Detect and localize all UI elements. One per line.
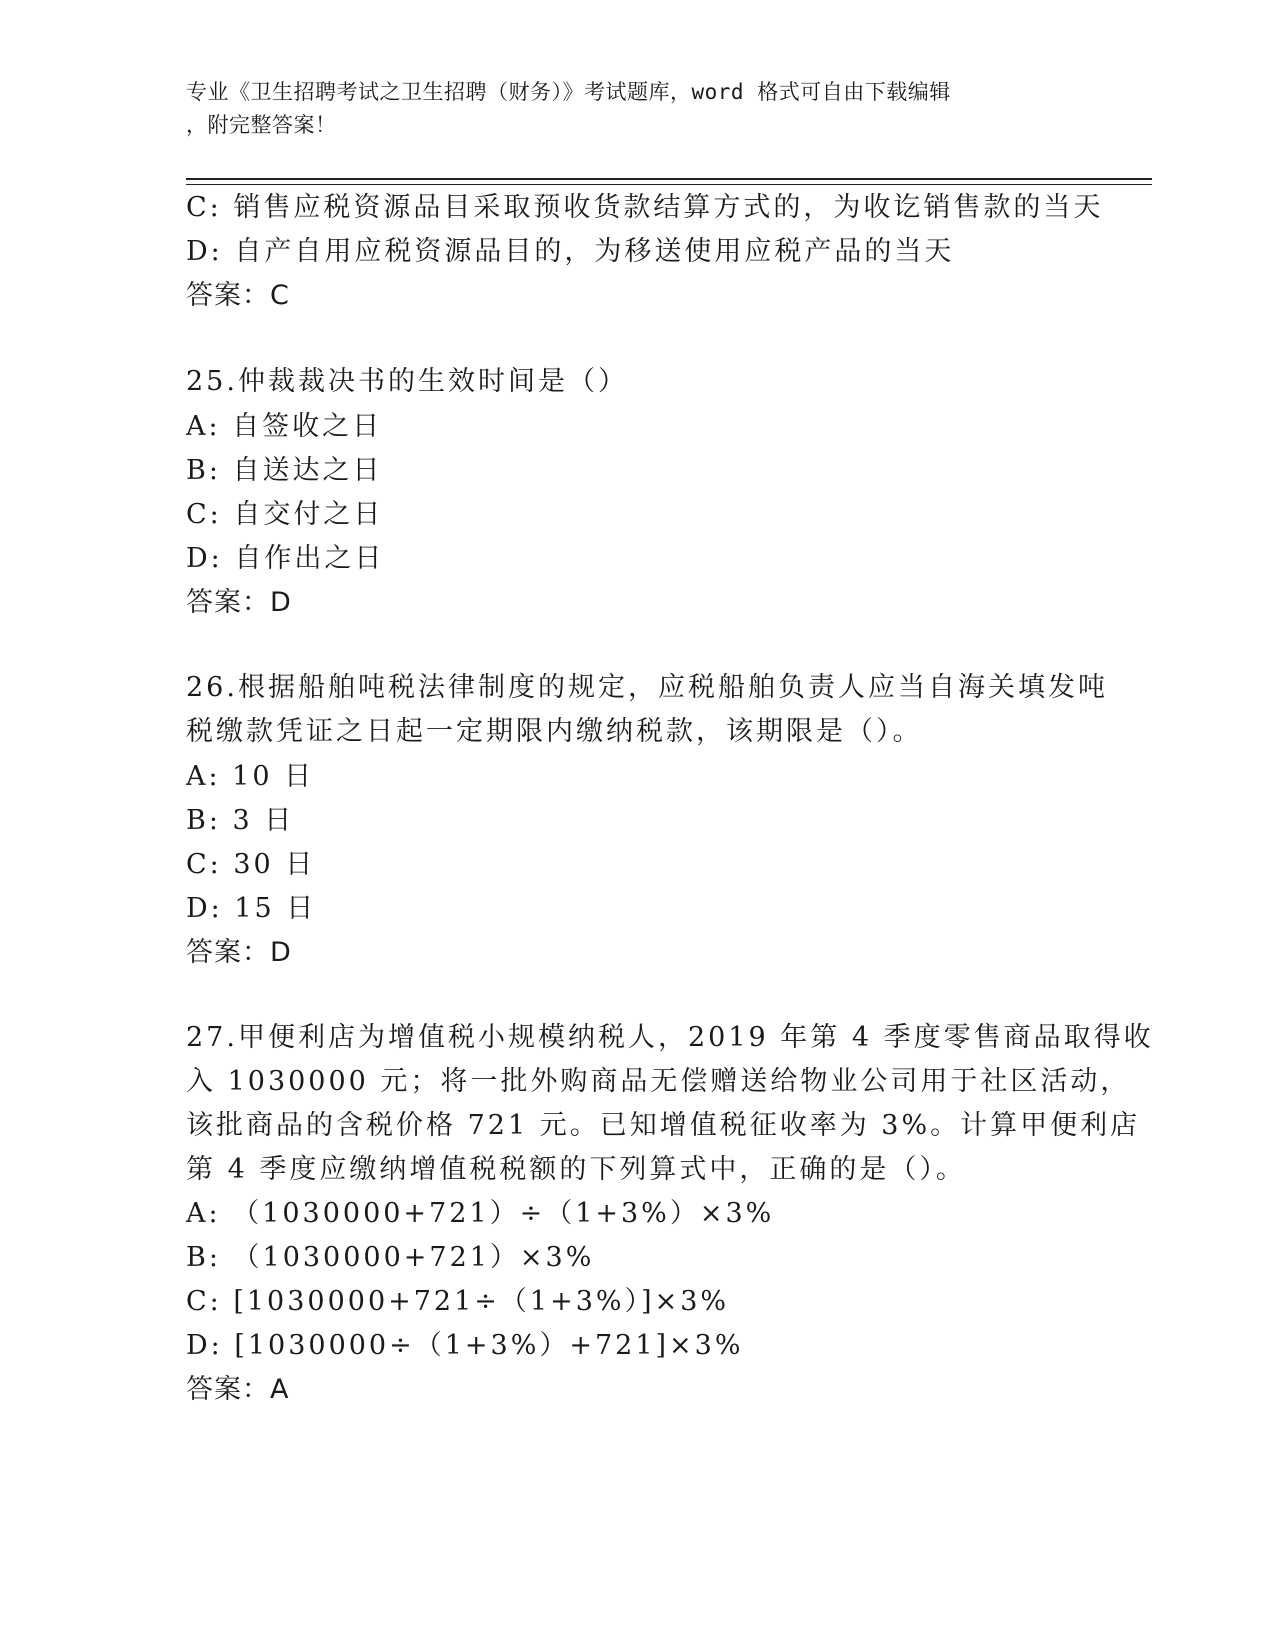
q25-option-a: A: 自签收之日 bbox=[186, 411, 383, 442]
header-divider-top bbox=[186, 178, 1152, 180]
q27-option-c: C: [1030000+721÷（1+3%）]×3% bbox=[186, 1286, 730, 1317]
q24-answer: 答案：C bbox=[186, 280, 290, 311]
q27-question-line-3: 该批商品的含税价格 721 元。已知增值税征收率为 3%。计算甲便利店 bbox=[186, 1110, 1141, 1141]
q26-option-b: B: 3 日 bbox=[186, 805, 295, 836]
q27-answer: 答案：A bbox=[186, 1374, 290, 1405]
q26-answer: 答案：D bbox=[186, 937, 292, 968]
header-title-line-1: 专业《卫生招聘考试之卫生招聘（财务）》考试题库，word 格式可自由下载编辑 bbox=[186, 80, 951, 104]
q26-option-c: C: 30 日 bbox=[186, 849, 316, 880]
q24-option-d: D: 自产自用应税资源品目的，为移送使用应税产品的当天 bbox=[186, 236, 955, 267]
q25-option-b: B: 自送达之日 bbox=[186, 455, 383, 486]
q26-question-line-1: 26.根据船舶吨税法律制度的规定，应税船舶负责人应当自海关填发吨 bbox=[186, 672, 1108, 703]
q27-question-line-2: 入 1030000 元；将一批外购商品无偿赠送给物业公司用于社区活动， bbox=[186, 1066, 1131, 1097]
document-header bbox=[186, 76, 1066, 142]
header-divider-bottom bbox=[186, 184, 1152, 185]
q26-option-d: D: 15 日 bbox=[186, 893, 317, 924]
q24-option-c: C: 销售应税资源品目采取预收货款结算方式的，为收讫销售款的当天 bbox=[186, 192, 1104, 223]
q27-question-line-1: 27.甲便利店为增值税小规模纳税人，2019 年第 4 季度零售商品取得收 bbox=[186, 1022, 1154, 1053]
q27-option-d: D: [1030000÷（1+3%）+721]×3% bbox=[186, 1330, 744, 1361]
q26-option-a: A: 10 日 bbox=[186, 761, 315, 792]
q27-option-a: A: （1030000+721）÷（1+3%）×3% bbox=[186, 1198, 775, 1229]
q26-question-line-2: 税缴款凭证之日起一定期限内缴纳税款，该期限是（）。 bbox=[186, 716, 923, 747]
q25-answer: 答案：D bbox=[186, 587, 292, 618]
q25-option-c: C: 自交付之日 bbox=[186, 499, 384, 530]
q27-question-line-4: 第 4 季度应缴纳增值税税额的下列算式中，正确的是（）。 bbox=[186, 1154, 966, 1185]
q27-option-b: B: （1030000+721）×3% bbox=[186, 1242, 595, 1273]
header-title-line-2: ，附完整答案！ bbox=[186, 113, 337, 137]
q25-question: 25.仲裁裁决书的生效时间是（） bbox=[186, 366, 628, 397]
q25-option-d: D: 自作出之日 bbox=[186, 543, 385, 574]
